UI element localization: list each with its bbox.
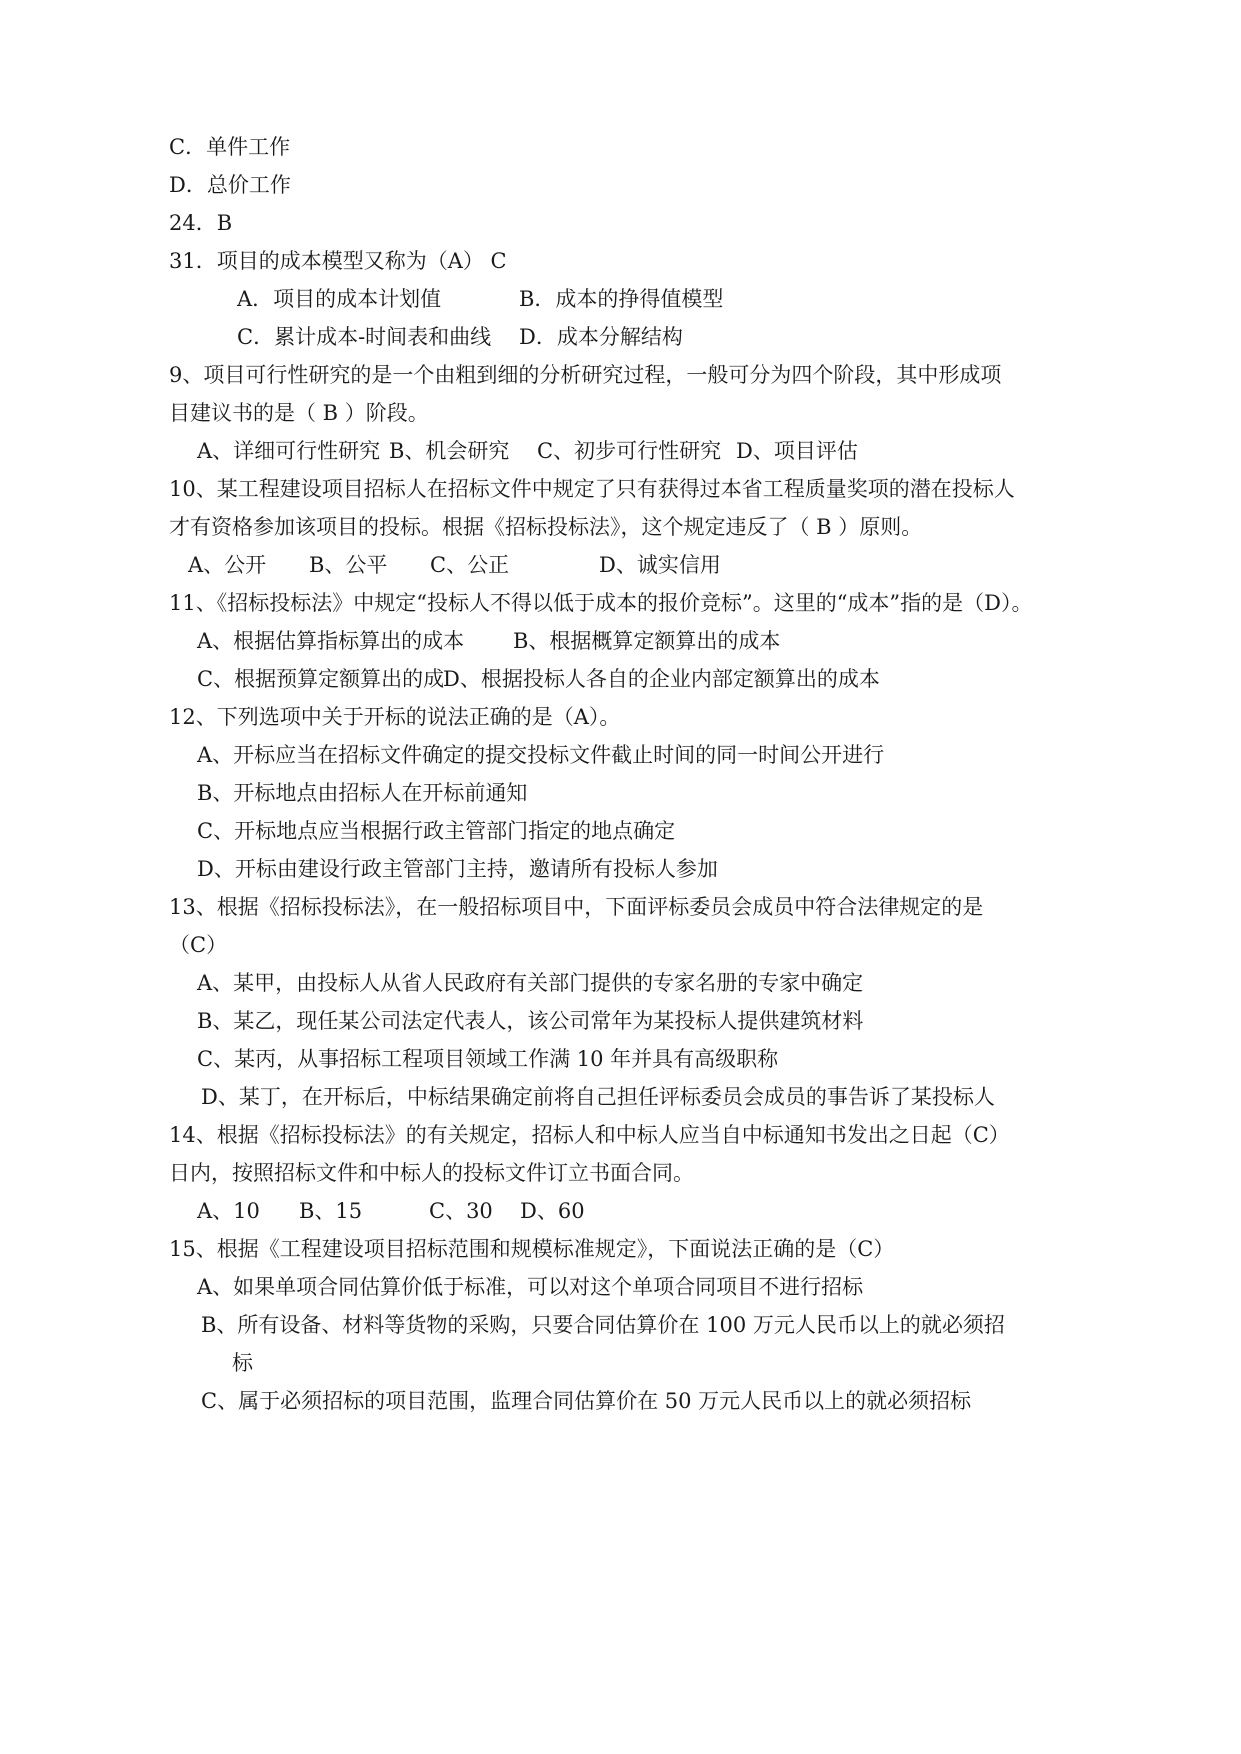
question-text: 31．项目的成本模型又称为（A） C [169, 249, 507, 273]
option-text: D、60 [520, 1199, 585, 1223]
option-text: B、所有设备、材料等货物的采购，只要合同估算价在 100 万元人民币以上的就必须招 [201, 1313, 1005, 1337]
option-text: D．总价工作 [169, 173, 291, 197]
option-text: D、某丁，在开标后，中标结果确定前将自己担任评标委员会成员的事告诉了某投标人 [201, 1085, 995, 1109]
question-text: 12、下列选项中关于开标的说法正确的是（A）。 [169, 705, 621, 729]
answer-text: 24．B [169, 211, 233, 235]
option-text: B、某乙，现任某公司法定代表人，该公司常年为某投标人提供建筑材料 [197, 1009, 864, 1033]
question-text: 13、根据《招标投标法》，在一般招标项目中，下面评标委员会成员中符合法律规定的是 [169, 895, 984, 919]
option-text: A、根据估算指标算出的成本 [197, 629, 465, 653]
option-text: 标 [232, 1351, 253, 1375]
option-text: C、属于必须招标的项目范围，监理合同估算价在 50 万元人民币以上的就必须招标 [201, 1389, 972, 1413]
question-text: 日内，按照招标文件和中标人的投标文件订立书面合同。 [169, 1161, 694, 1185]
question-text: 9、项目可行性研究的是一个由粗到细的分析研究过程，一般可分为四个阶段，其中形成项 [169, 363, 1002, 387]
option-text: B．成本的挣得值模型 [519, 287, 724, 311]
option-text: A、公开 [188, 553, 267, 577]
option-text: A、10 [197, 1199, 260, 1223]
question-text: 11、《招标投标法》中规定“投标人不得以低于成本的报价竞标”。这里的“成本”指的是（D）。 [169, 591, 1033, 615]
option-text: C、初步可行性研究 [537, 439, 722, 463]
option-text: D、开标由建设行政主管部门主持，邀请所有投标人参加 [197, 857, 718, 881]
option-text: B、根据概算定额算出的成本 [513, 629, 781, 653]
question-text: 10、某工程建设项目招标人在招标文件中规定了只有获得过本省工程质量奖项的潜在投标人 [169, 477, 1015, 501]
option-text: D、诚实信用 [599, 553, 721, 577]
question-text: 才有资格参加该项目的投标。根据《招标投标法》，这个规定违反了（ B ）原则。 [169, 515, 923, 539]
option-text: A、详细可行性研究 [197, 439, 381, 463]
option-text: C、某丙，从事招标工程项目领域工作满 10 年并具有高级职称 [197, 1047, 779, 1071]
option-text: B、公平 [309, 553, 388, 577]
option-text: C．单件工作 [169, 135, 291, 159]
option-text: C、30 [429, 1199, 493, 1223]
option-text: C．累计成本-时间表和曲线 [237, 325, 492, 349]
option-text: A、开标应当在招标文件确定的提交投标文件截止时间的同一时间公开进行 [197, 743, 885, 767]
option-text: D．成本分解结构 [519, 325, 683, 349]
option-text: C、根据预算定额算出的成 [197, 667, 445, 691]
option-text: D、根据投标人各自的企业内部定额算出的成本 [443, 667, 880, 691]
option-text: C、公正 [430, 553, 510, 577]
option-text: B、开标地点由招标人在开标前通知 [197, 781, 528, 805]
option-text: A．项目的成本计划值 [237, 287, 442, 311]
option-text: A、某甲，由投标人从省人民政府有关部门提供的专家名册的专家中确定 [197, 971, 864, 995]
question-text: 目建议书的是（ B ）阶段。 [169, 401, 429, 425]
question-text: 15、根据《工程建设项目招标范围和规模标准规定》，下面说法正确的是（C） [169, 1237, 895, 1261]
question-text: 14、根据《招标投标法》的有关规定，招标人和中标人应当自中标通知书发出之日起（C） [169, 1123, 1010, 1147]
option-text: B、15 [299, 1199, 363, 1223]
option-text: C、开标地点应当根据行政主管部门指定的地点确定 [197, 819, 676, 843]
option-text: B、机会研究 [389, 439, 510, 463]
option-text: D、项目评估 [736, 439, 858, 463]
option-text: A、如果单项合同估算价低于标准，可以对这个单项合同项目不进行招标 [197, 1275, 864, 1299]
question-text: （C） [169, 933, 228, 957]
